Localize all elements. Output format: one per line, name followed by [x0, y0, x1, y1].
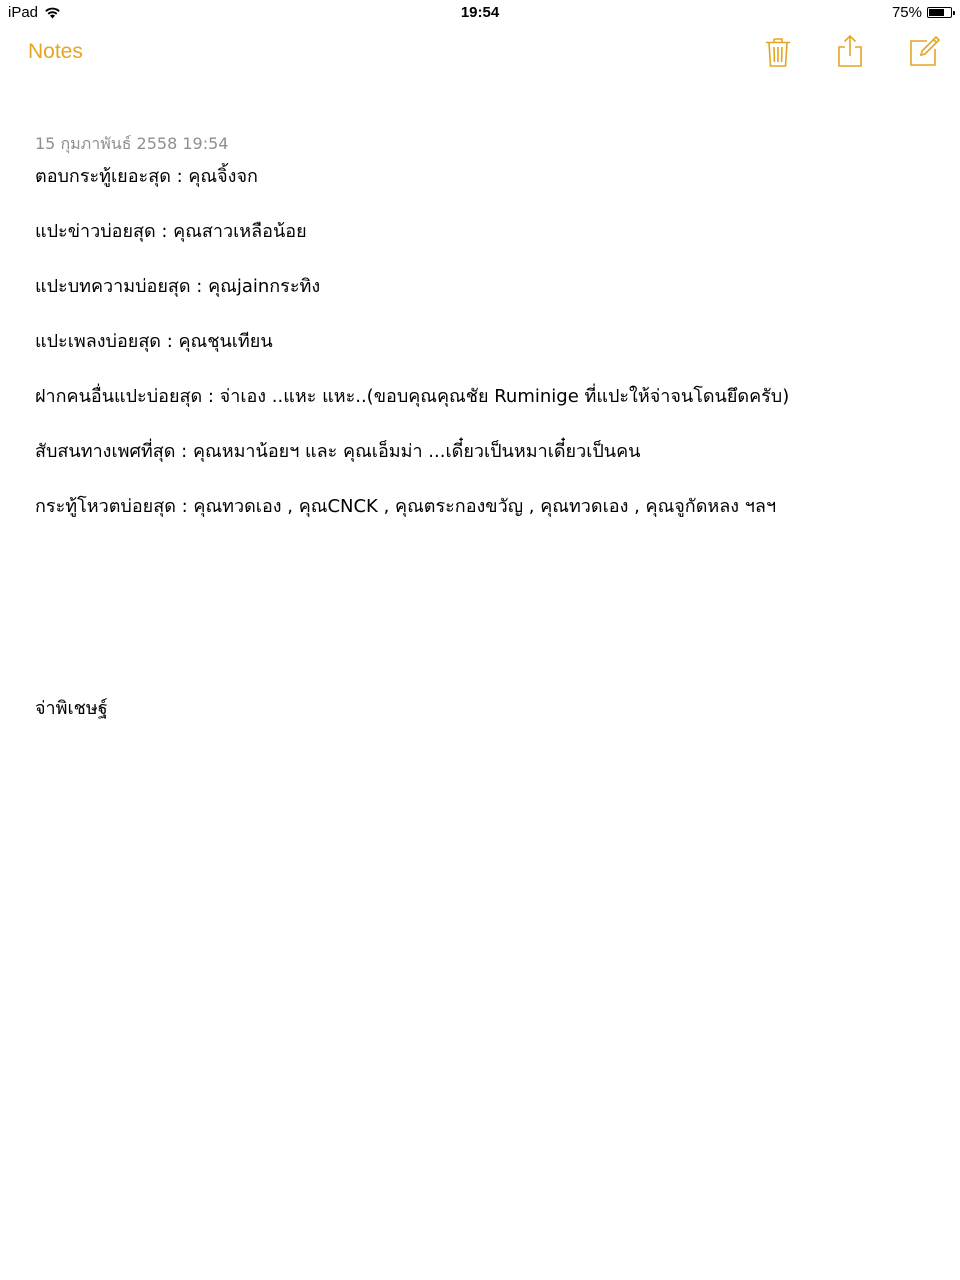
- note-line: ตอบกระทู้เยอะสุด : คุณจิ้งจก: [35, 166, 258, 187]
- note-line: แปะข่าวบ่อยสุด : คุณสาวเหลือน้อย: [35, 221, 307, 242]
- note-line: ฝากคนอื่นแปะบ่อยสุด : จ่าเอง ..แหะ แหะ..(ขอบคุณคุณชัย Ruminige ที่แปะให้จ่าจนโดนยึดครับ): [35, 386, 790, 407]
- note-line: สับสนทางเพศที่สุด : คุณหมาน้อยฯ และ คุณเอ็มม่า ...เดี๋ยวเป็นหมาเดี๋ยวเป็นคน: [35, 441, 641, 462]
- note-signature: จ่าพิเชษฐ์: [35, 698, 108, 719]
- share-icon[interactable]: [833, 34, 867, 68]
- note-line: กระทู้โหวตบ่อยสุด : คุณทวดเอง , คุณCNCK , คุณตระกองขวัญ , คุณทวดเอง , คุณจูกัดหลง ฯลฯ: [35, 496, 777, 517]
- note-line: แปะบทความบ่อยสุด : คุณjainกระทิง: [35, 276, 321, 297]
- notes-back-button[interactable]: Notes: [28, 40, 83, 63]
- battery-nub: [953, 11, 955, 15]
- note-line: แปะเพลงบ่อยสุด : คุณชุนเทียน: [35, 331, 273, 352]
- status-right: [892, 4, 952, 21]
- status-time: 19:54: [460, 4, 500, 21]
- note-body: [35, 162, 925, 522]
- device-name: iPad: [8, 4, 39, 21]
- trash-icon[interactable]: [761, 34, 795, 68]
- battery-fill: [929, 9, 944, 16]
- battery-icon: [927, 7, 952, 18]
- note-date: 15 กุมภาพันธ์ 2558 19:54: [35, 134, 229, 153]
- status-bar: [0, 0, 960, 26]
- nav-bar: [0, 26, 960, 80]
- compose-icon[interactable]: [907, 34, 941, 68]
- battery-percent: 75%: [891, 4, 922, 21]
- note-content[interactable]: [35, 130, 925, 547]
